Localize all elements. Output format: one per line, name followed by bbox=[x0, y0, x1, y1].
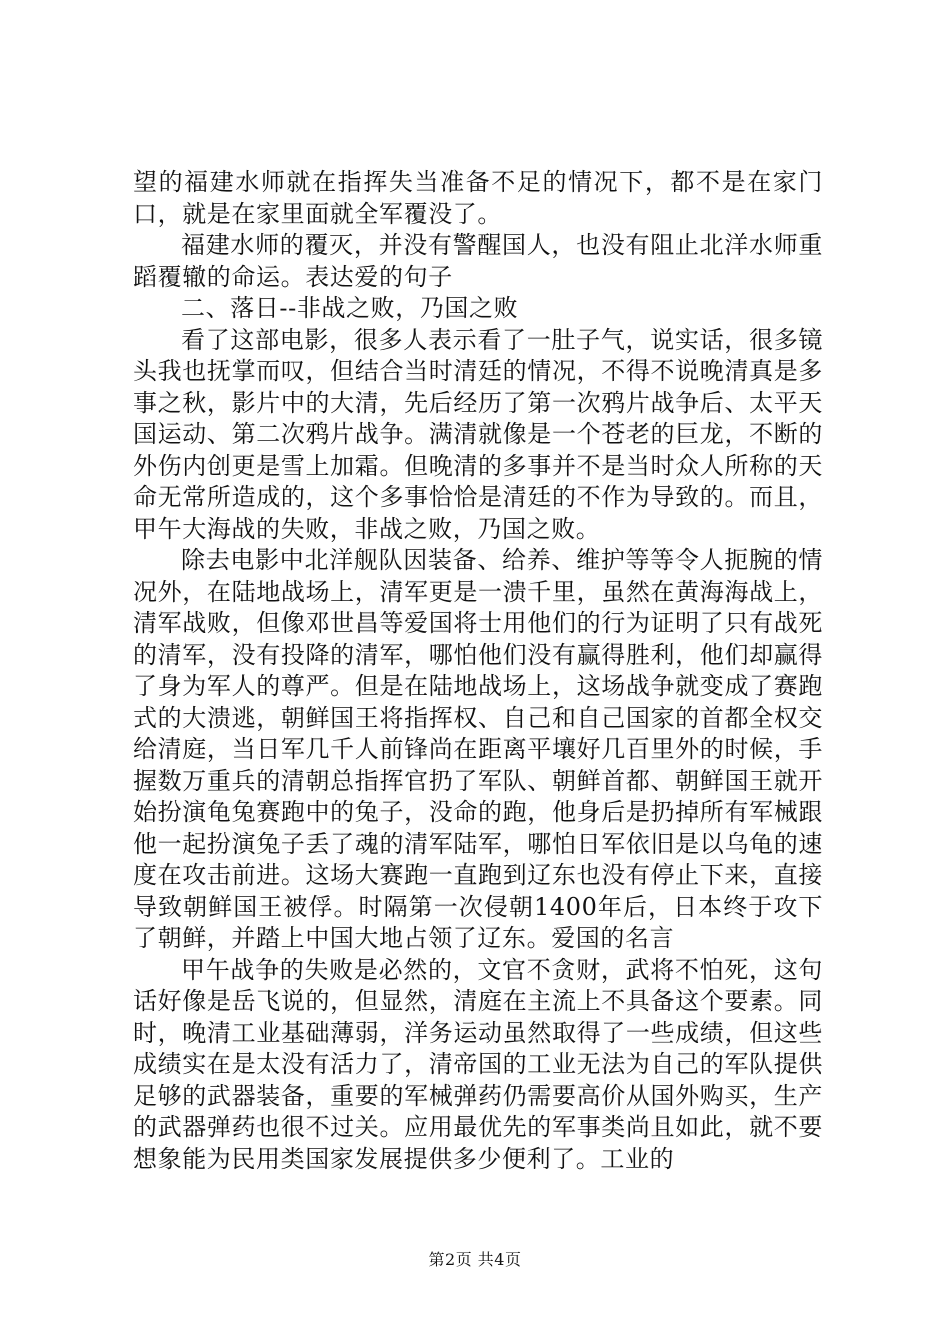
paragraph-5: 甲午战争的失败是必然的，文官不贪财，武将不怕死，这句话好像是岳飞说的，但显然，清庭在主流上不具备这个要素。同时，晚清工业基础薄弱，洋务运动虽然取得了一些成绩，但这些成绩实在是太没有活力了，清帝国的工业无法为自己的军队提供足够的武器装备，重要的军械弹药仍需要高价从国外购买，生产的武器弹药也很不过关。应用最优先的军事类尚且如此，就不要想象能为民用类国家发展提供多少便利了。工业的 bbox=[133, 955, 823, 1173]
page-footer bbox=[0, 1250, 950, 1270]
document-body bbox=[133, 167, 823, 1175]
paragraph-4: 除去电影中北洋舰队因装备、给养、维护等等令人扼腕的情况外，在陆地战场上，清军更是一溃千里，虽然在黄海海战上，清军战败，但像邓世昌等爱国将士用他们的行为证明了只有战死的清军，没有投降的清军，哪怕他们没有赢得胜利，他们却赢得了身为军人的尊严。但是在陆地战场上，这场战争就变成了赛跑式的大溃逃，朝鲜国王将指挥权、自己和自己国家的首都全权交给清庭，当日军几千人前锋尚在距离平壤好几百里外的时候，手握数万重兵的清朝总指挥官扔了军队、朝鲜首都、朝鲜国王就开始扮演龟兔赛跑中的兔子，没命的跑，他身后是扔掉所有军械跟他一起扮演兔子丢了魂的清军陆军，哪怕日军依旧是以乌龟的速度在攻击前进。这场大赛跑一直跑到辽东也没有停止下来，直接导致朝鲜国王被俘。时隔第一次侵朝1400年后，日本终于攻下了朝鲜，并踏上中国大地占领了辽东。爱国的名言 bbox=[133, 546, 823, 952]
paragraph-1: 望的福建水师就在指挥失当准备不足的情况下，都不是在家门口，就是在家里面就全军覆没了。 bbox=[133, 168, 823, 228]
page-number: 第2页 共4页 bbox=[428, 1250, 522, 1269]
paragraph-3: 看了这部电影，很多人表示看了一肚子气，说实话，很多镜头我也抚掌而叹，但结合当时清廷的情况，不得不说晚清真是多事之秋，影片中的大清，先后经历了第一次鸦片战争后、太平天国运动、第二次鸦片战争。满清就像是一个苍老的巨龙，不断的外伤内创更是雪上加霜。但晚清的多事并不是当时众人所称的天命无常所造成的，这个多事恰恰是清廷的不作为导致的。而且，甲午大海战的失败，非战之败，乃国之败。 bbox=[133, 325, 823, 543]
paragraph-2: 福建水师的覆灭，并没有警醒国人，也没有阻止北洋水师重蹈覆辙的命运。表达爱的句子 bbox=[133, 231, 823, 291]
section-heading: 二、落日--非战之败，乃国之败 bbox=[181, 294, 519, 322]
